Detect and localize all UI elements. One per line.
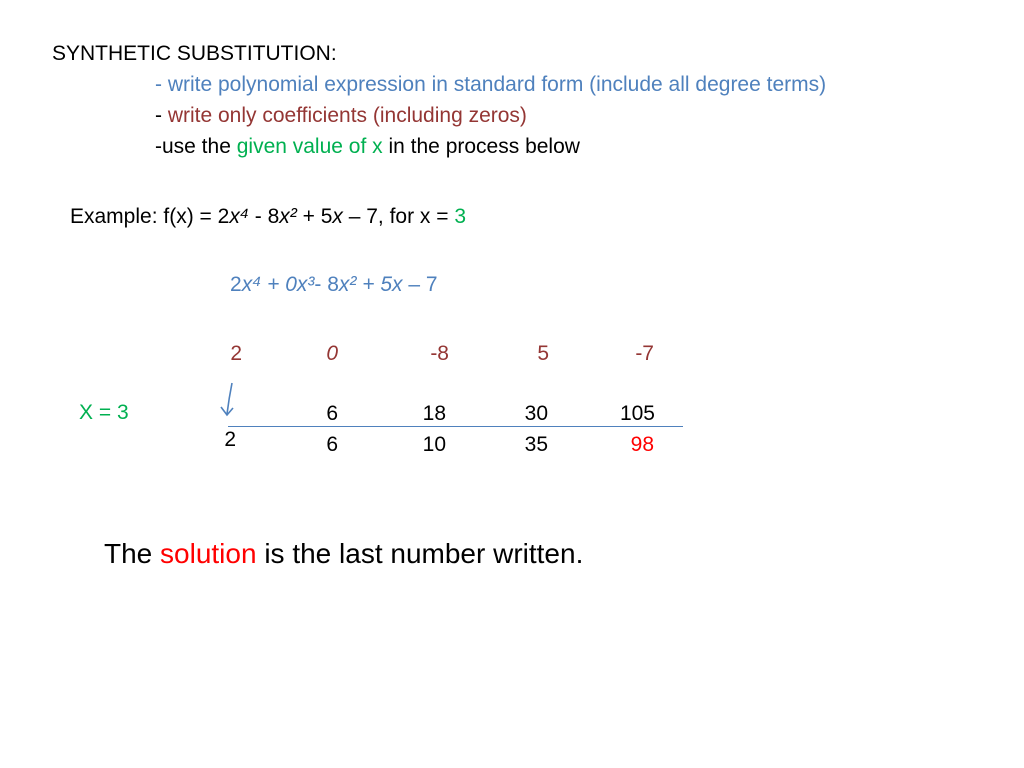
rule-given-value-prefix: -use the [155,135,237,158]
coefficient-cell: -8 [430,342,449,365]
example-x4: x [229,205,240,228]
example-x2: x [279,205,290,228]
expanded-m8: - 8 [314,273,339,296]
expanded-x2: x² + 5 [338,273,393,296]
example-plus5: + 5 [296,205,333,228]
bring-down-arrow-icon [218,380,242,420]
product-cell: 105 [619,402,655,425]
coefficient-cell: -7 [635,342,654,365]
solution-prefix: The [104,538,161,569]
example-x1: x [332,205,343,228]
rule-given-value [155,135,580,159]
example-prefix: Example: f(x) = 2 [70,205,230,228]
rule-given-value-highlight: given value of x [236,135,383,158]
example-line [70,205,466,229]
product-cell: 18 [422,402,446,425]
expanded-tail: – 7 [402,273,438,296]
example-pow4: ⁴ [239,205,249,228]
result-cell: 10 [422,433,446,456]
solution-word: solution [160,538,257,569]
x-value-label: X = 3 [79,401,129,424]
product-cell: 30 [524,402,548,425]
example-x-value: 3 [454,205,467,228]
rule-standard-form: - write polynomial expression in standard form (include all degree terms) [155,73,827,96]
expanded-x1: x [392,273,403,296]
coefficient-cell: 2 [230,342,242,365]
example-pow2: ² [289,205,297,228]
rule-given-value-suffix: in the process below [382,135,580,158]
coefficient-cell: 5 [537,342,549,365]
expanded-polynomial [230,273,438,297]
expanded-x4: x⁴ + 0x³ [241,273,315,296]
example-minus7: – 7, for x = [342,205,455,228]
coefficient-cell: 0 [326,342,338,365]
rule-coefficients-prefix: - [155,104,168,127]
solution-suffix: is the last number written. [256,538,584,569]
result-cell: 6 [326,433,338,456]
rule-coefficients [155,104,527,128]
result-cell: 35 [524,433,548,456]
solution-sentence [104,538,583,570]
expanded-coef2: 2 [230,273,242,296]
rule-coefficients-text: write only coefficients (including zeros) [167,104,527,127]
slide-title: SYNTHETIC SUBSTITUTION: [52,42,337,65]
example-minus8: - 8 [248,205,280,228]
product-cell: 6 [326,402,338,425]
final-result: 98 [630,433,654,456]
division-line [228,426,683,427]
bring-down-value: 2 [224,428,236,451]
